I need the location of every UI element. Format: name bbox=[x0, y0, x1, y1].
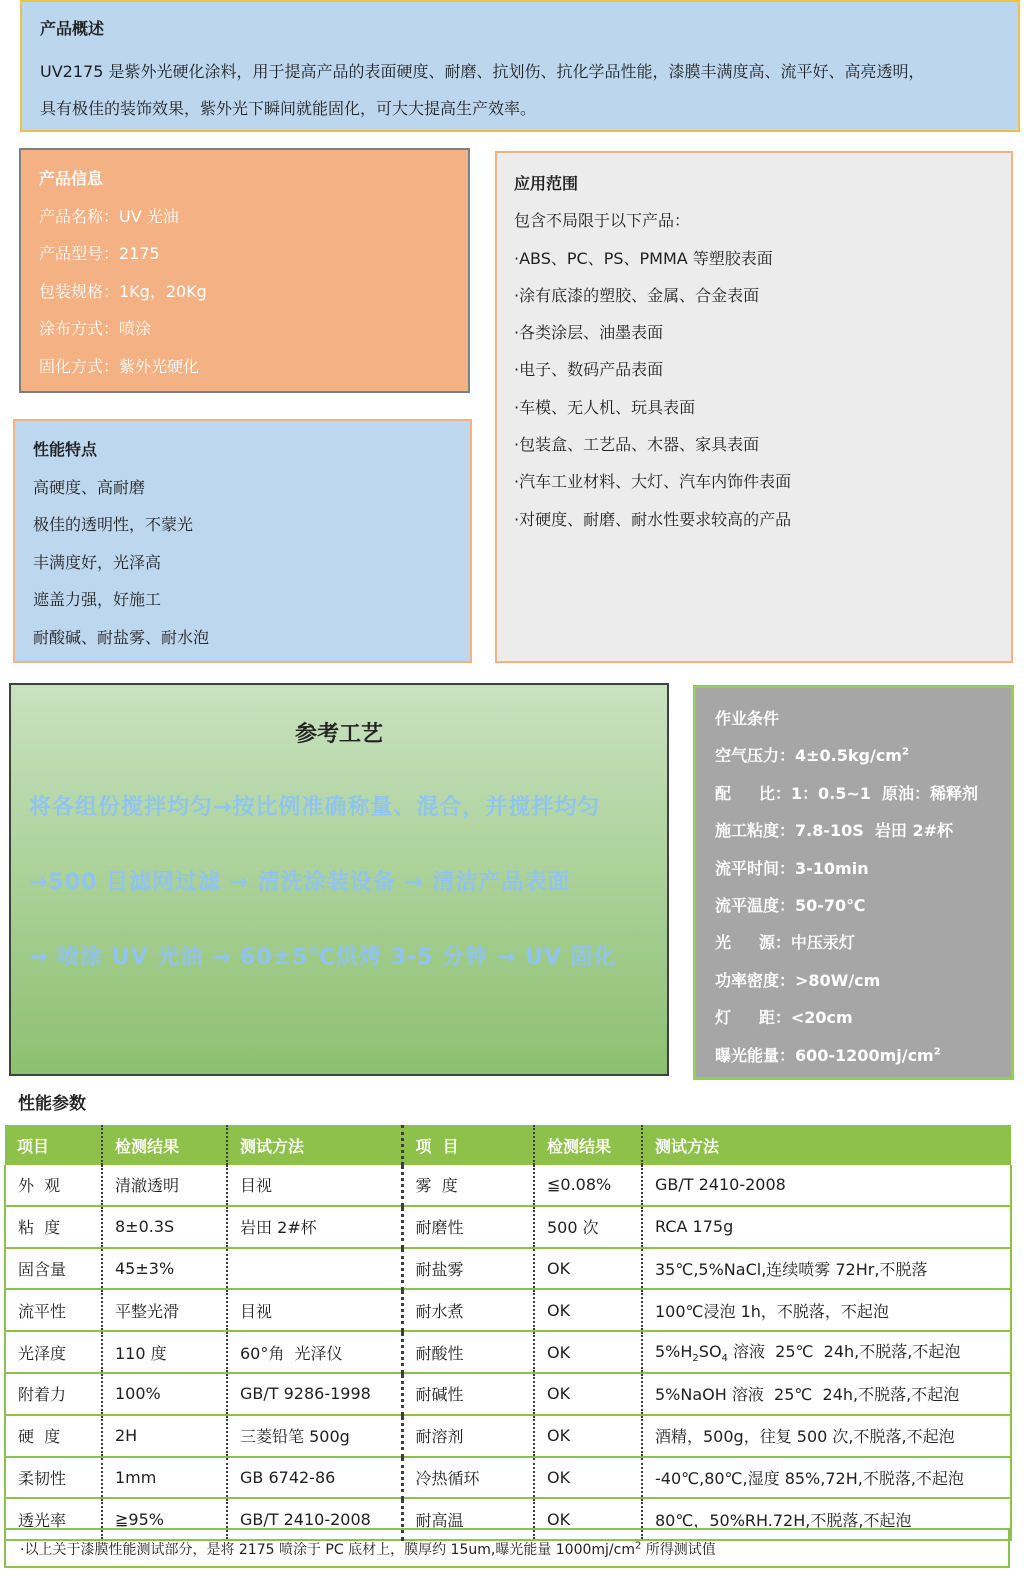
table-cell: GB 6742-86 bbox=[227, 1457, 402, 1499]
feature-item: 遮盖力强，好施工 bbox=[33, 590, 162, 609]
table-cell: $5\%H_2SO_4$ 溶液 25℃ 24h,不脱落,不起泡 bbox=[642, 1331, 1011, 1373]
table-cell: OK bbox=[534, 1373, 642, 1415]
features-title: 性能特点 bbox=[33, 440, 98, 459]
process-step-line-2: →500 目滤网过滤 → 清洗涂装设备 → 清洁产品表面 bbox=[29, 870, 571, 895]
table-cell: 5%NaOH 溶液 25℃ 24h,不脱落,不起泡 bbox=[642, 1373, 1011, 1415]
table-cell: ≦0.08% bbox=[534, 1165, 642, 1206]
table-cell: 60°角 光泽仪 bbox=[227, 1331, 402, 1373]
table-cell: 8±0.3S bbox=[102, 1206, 227, 1248]
table-row bbox=[5, 1206, 1011, 1248]
table-cell: 1mm bbox=[102, 1457, 227, 1499]
apps-intro: 包含不局限于以下产品： bbox=[514, 211, 691, 231]
table-cell: OK bbox=[534, 1415, 642, 1457]
table-cell: 耐磨性 bbox=[402, 1206, 534, 1248]
col-header: 检测结果 bbox=[534, 1125, 642, 1165]
info-name: 产品名称：UV 光油 bbox=[39, 206, 179, 226]
info-coating: 涂布方式：喷涂 bbox=[39, 319, 152, 338]
table-header-row bbox=[5, 1125, 1011, 1165]
reference-process-panel bbox=[9, 683, 669, 1076]
col-header: 测试方法 bbox=[227, 1125, 402, 1165]
process-step-line-3: → 喷涂 UV 光油 → 60±5℃烘烤 3-5 分钟 → UV 固化 bbox=[29, 945, 617, 970]
condition-power-density: 功率密度：>80W/cm bbox=[715, 970, 881, 990]
table-cell: 三菱铅笔 500g bbox=[227, 1415, 402, 1457]
condition-flow-temp: 流平温度：50-70℃ bbox=[715, 895, 866, 915]
conditions-title: 作业条件 bbox=[715, 709, 780, 728]
process-title: 参考工艺 bbox=[294, 722, 383, 747]
table-row bbox=[5, 1373, 1011, 1415]
table-cell: 110 度 bbox=[102, 1331, 227, 1373]
condition-air-pressure: 空气压力：$4\pm 0.5kg/cm^2$ bbox=[715, 746, 909, 766]
apps-item: ·汽车工业材料、大灯、汽车内饰件表面 bbox=[514, 472, 792, 492]
condition-exposure: 曝光能量：$600-1200mj/cm^2$ bbox=[715, 1045, 941, 1065]
apps-item: ·包装盒、工艺品、木器、家具表面 bbox=[514, 435, 760, 455]
table-cell: 酒精，500g，往复 500 次,不脱落,不起泡 bbox=[642, 1415, 1011, 1457]
col-header: 检测结果 bbox=[102, 1125, 227, 1165]
table-row bbox=[5, 1457, 1011, 1499]
table-cell: 45±3% bbox=[102, 1248, 227, 1290]
condition-light-source: 光 源：中压汞灯 bbox=[715, 933, 855, 953]
test-note: ·以上关于漆膜性能测试部分，是将 2175 喷涂于 PC 底材上，膜厚约 15um,曝光能量 $1000mj/cm^2$ 所得测试值 bbox=[4, 1528, 1010, 1568]
performance-table bbox=[4, 1125, 1010, 1541]
table-cell: 清澈透明 bbox=[102, 1165, 227, 1206]
table-cell: GB/T 2410-2008 bbox=[227, 1498, 402, 1540]
apps-item: ·涂有底漆的塑胶、金属、合金表面 bbox=[514, 285, 760, 305]
apps-item: ·车模、无人机、玩具表面 bbox=[514, 397, 696, 417]
condition-ratio: 配 比：1：0.5~1 原油：稀释剂 bbox=[715, 783, 979, 803]
apps-item: ·各类涂层、油墨表面 bbox=[514, 323, 664, 343]
table-cell: 耐酸性 bbox=[402, 1331, 534, 1373]
table-cell: OK bbox=[534, 1331, 642, 1373]
table-cell: 耐盐雾 bbox=[402, 1248, 534, 1290]
col-header: 测试方法 bbox=[642, 1125, 1011, 1165]
table-cell bbox=[227, 1248, 402, 1290]
overview-text bbox=[40, 53, 1002, 127]
apps-item: ·电子、数码产品表面 bbox=[514, 360, 664, 380]
overview-title: 产品概述 bbox=[40, 19, 105, 38]
condition-flow-time: 流平时间：3-10min bbox=[715, 858, 869, 878]
table-row bbox=[5, 1289, 1011, 1331]
table-cell: 2H bbox=[102, 1415, 227, 1457]
table-cell: 目视 bbox=[227, 1289, 402, 1331]
table-cell: ≧95% bbox=[102, 1498, 227, 1540]
table-cell: 耐溶剂 bbox=[402, 1415, 534, 1457]
table-cell: RCA 175g bbox=[642, 1206, 1011, 1248]
table-cell: 100% bbox=[102, 1373, 227, 1415]
table-cell: 冷热循环 bbox=[402, 1457, 534, 1499]
apps-title: 应用范围 bbox=[514, 174, 579, 193]
table-cell: OK bbox=[534, 1457, 642, 1499]
feature-item: 高硬度、高耐磨 bbox=[33, 477, 146, 497]
table-cell: 平整光滑 bbox=[102, 1289, 227, 1331]
table-cell: 粘 度 bbox=[5, 1206, 102, 1248]
apps-item: ·对硬度、耐磨、耐水性要求较高的产品 bbox=[514, 509, 792, 529]
col-header: 项 目 bbox=[402, 1125, 534, 1165]
table-cell: OK bbox=[534, 1498, 642, 1540]
table-cell: 硬 度 bbox=[5, 1415, 102, 1457]
table-row bbox=[5, 1165, 1011, 1206]
product-info-panel bbox=[19, 148, 470, 393]
col-header: 项目 bbox=[5, 1125, 102, 1165]
table-cell: 流平性 bbox=[5, 1289, 102, 1331]
feature-item: 丰满度好，光泽高 bbox=[33, 552, 162, 572]
table-cell: 耐高温 bbox=[402, 1498, 534, 1540]
info-curing: 固化方式：紫外光硬化 bbox=[39, 356, 200, 376]
application-scope-panel bbox=[495, 151, 1013, 663]
table-cell: 光泽度 bbox=[5, 1331, 102, 1373]
table-cell: 附着力 bbox=[5, 1373, 102, 1415]
table-cell: 80℃，50%RH.72H,不脱落,不起泡 bbox=[642, 1498, 1011, 1540]
info-package: 包装规格：1Kg，20Kg bbox=[39, 281, 207, 301]
process-step-line-1: 将各组份搅拌均匀→按比例准确称量、混合，并搅拌均匀 bbox=[29, 795, 601, 820]
table-cell: GB/T 9286-1998 bbox=[227, 1373, 402, 1415]
working-conditions-panel bbox=[693, 685, 1014, 1080]
info-title: 产品信息 bbox=[39, 169, 104, 188]
table-row bbox=[5, 1331, 1011, 1373]
table-cell: 雾 度 bbox=[402, 1165, 534, 1206]
table-cell: 目视 bbox=[227, 1165, 402, 1206]
feature-item: 极佳的透明性，不蒙光 bbox=[33, 515, 194, 534]
product-overview-panel bbox=[20, 0, 1020, 132]
table-row bbox=[5, 1415, 1011, 1457]
features-panel bbox=[13, 419, 472, 663]
table-cell: OK bbox=[534, 1289, 642, 1331]
apps-item: ·ABS、PC、PS、PMMA 等塑胶表面 bbox=[514, 248, 773, 268]
feature-item: 耐酸碱、耐盐雾、耐水泡 bbox=[33, 627, 210, 647]
table-row bbox=[5, 1248, 1011, 1290]
performance-title: 性能参数 bbox=[18, 1094, 86, 1114]
table-cell: 耐水煮 bbox=[402, 1289, 534, 1331]
condition-lamp-distance: 灯 距：<20cm bbox=[715, 1008, 853, 1028]
info-model: 产品型号：2175 bbox=[39, 244, 160, 263]
table-cell: 岩田 2#杯 bbox=[227, 1206, 402, 1248]
table-cell: -40℃,80℃,湿度 85%,72H,不脱落,不起泡 bbox=[642, 1457, 1011, 1499]
table-cell: 100℃浸泡 1h，不脱落，不起泡 bbox=[642, 1289, 1011, 1331]
table-cell: 柔韧性 bbox=[5, 1457, 102, 1499]
table-cell: 35℃,5%NaCl,连续喷雾 72Hr,不脱落 bbox=[642, 1248, 1011, 1290]
overview-line-1: UV2175 是紫外光硬化涂料，用于提高产品的表面硬度、耐磨、抗划伤、抗化学品性能，漆膜丰满度高、流平好、高亮透明， bbox=[40, 62, 925, 81]
condition-viscosity: 施工粘度：7.8-10S 岩田 2#杯 bbox=[715, 821, 954, 841]
table-cell: 外 观 bbox=[5, 1165, 102, 1206]
table-cell: 500 次 bbox=[534, 1206, 642, 1248]
table-cell: OK bbox=[534, 1248, 642, 1290]
overview-line-2: 具有极佳的装饰效果，紫外光下瞬间就能固化，可大大提高生产效率。 bbox=[40, 99, 537, 118]
table-cell: GB/T 2410-2008 bbox=[642, 1165, 1011, 1206]
table-cell: 耐碱性 bbox=[402, 1373, 534, 1415]
table-cell: 透光率 bbox=[5, 1498, 102, 1540]
table-cell: 固含量 bbox=[5, 1248, 102, 1290]
